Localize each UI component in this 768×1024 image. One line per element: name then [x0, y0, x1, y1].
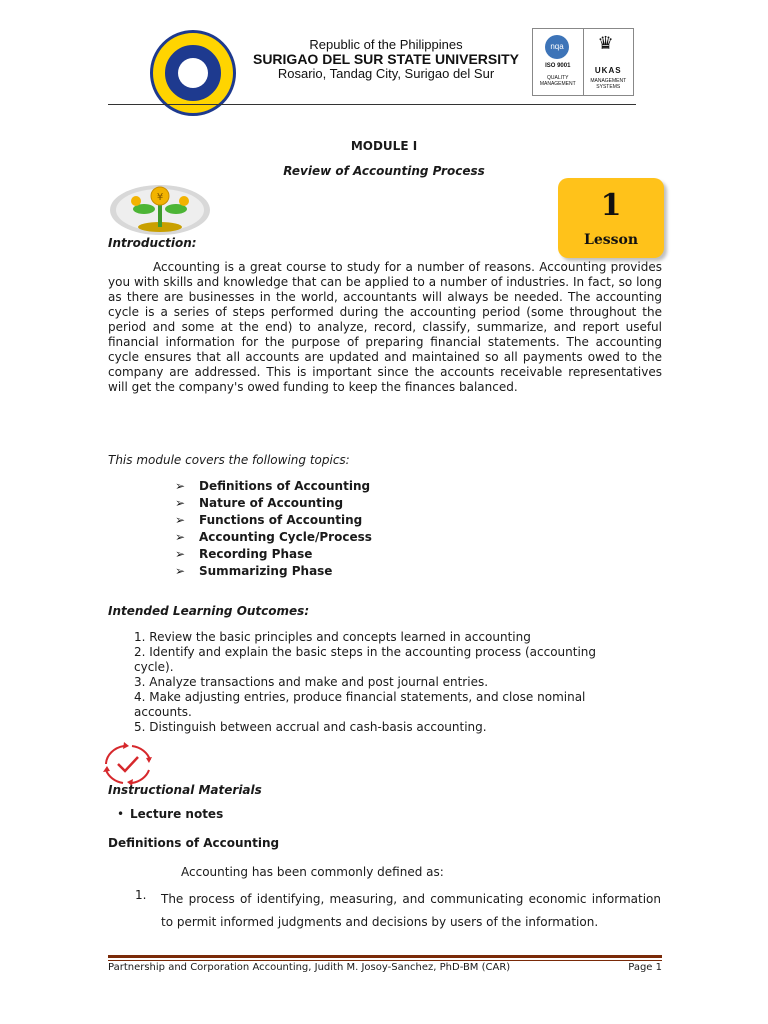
seal-inner-ring	[163, 43, 223, 103]
arrow-bullet-icon: ➢	[175, 513, 186, 527]
topic-label: Recording Phase	[199, 547, 313, 561]
nqa-logo-icon: nqa	[545, 35, 569, 59]
lesson-number: 1	[600, 188, 622, 223]
footer-rule-thick	[108, 955, 662, 958]
arrow-bullet-icon: ➢	[175, 547, 186, 561]
outcomes-heading: Intended Learning Outcomes:	[108, 604, 310, 618]
introduction-paragraph: Accounting is a great course to study for a number of reasons. Accounting provides you with skills and knowledge that can be applied to a number of industries. In fact, so long as there are businesses in the world, accountants will always be needed. The accounting cycle is a series of steps performed during the accounting period (some throughout the period and some at the end) to analyze, record, classify, summarize, and report useful financial information for the purpose of preparing financial statements. The accounting cycle ensures that all accounts are updated and maintained so all payments owed to the company are addressed. This is important since the accounts receivable representatives will get the company's owed funding to keep the finances balanced.	[108, 260, 662, 394]
header-university: SURIGAO DEL SUR STATE UNIVERSITY	[252, 51, 520, 67]
topic-label: Nature of Accounting	[199, 496, 344, 510]
footer-citation: Partnership and Corporation Accounting, Judith M. Josoy-Sanchez, PhD-BM (CAR)	[108, 962, 511, 973]
topics-intro: This module covers the following topics:	[108, 453, 350, 467]
coin-plant-illustration-icon	[108, 183, 212, 237]
certification-logos	[532, 28, 634, 96]
module-title: MODULE I	[350, 139, 418, 153]
ukas-label: UKAS	[594, 66, 622, 75]
topics-list	[175, 478, 372, 580]
iso-cert-logo	[533, 29, 584, 95]
module-subtitle: Review of Accounting Process	[283, 164, 485, 178]
list-item	[175, 495, 372, 512]
seal-emblem	[178, 58, 208, 88]
header-divider	[108, 104, 636, 105]
definition-number: 1.	[135, 888, 147, 902]
quality-management-label: QUALITY MANAGEMENT	[539, 75, 576, 87]
materials-heading: Instructional Materials	[108, 783, 262, 797]
lesson-badge	[558, 178, 664, 258]
list-item	[175, 512, 372, 529]
list-item	[175, 478, 372, 495]
list-item: 3. Analyze transactions and make and post journal entries.	[134, 675, 489, 689]
management-systems-label: MANAGEMENT SYSTEMS	[590, 78, 627, 90]
header-republic: Republic of the Philippines	[309, 37, 463, 52]
list-item	[175, 529, 372, 546]
definitions-intro: Accounting has been commonly defined as:	[181, 865, 444, 879]
list-item: 1. Review the basic principles and concepts learned in accounting	[134, 630, 531, 644]
crown-icon: ♛	[597, 33, 614, 54]
svg-text:¥: ¥	[156, 192, 164, 203]
topic-label: Functions of Accounting	[199, 513, 363, 527]
list-item: Lecture notes	[130, 807, 224, 821]
list-item	[175, 563, 372, 580]
topic-label: Definitions of Accounting	[199, 479, 371, 493]
arrow-bullet-icon: ➢	[175, 479, 186, 493]
bullet-dot-icon: •	[117, 807, 125, 821]
lesson-label: Lesson	[583, 232, 639, 248]
list-item: 4. Make adjusting entries, produce financial statements, and close nominal accounts.	[134, 690, 586, 719]
list-item	[175, 546, 372, 563]
arrow-bullet-icon: ➢	[175, 530, 186, 544]
definitions-heading: Definitions of Accounting	[108, 836, 280, 850]
iso-label: ISO 9001	[545, 63, 571, 69]
definition-text: The process of identifying, measuring, and communicating economic information to permit informed judgments and decisions by users of the information.	[161, 892, 661, 929]
topic-label: Summarizing Phase	[199, 564, 333, 578]
arrow-bullet-icon: ➢	[175, 564, 186, 578]
header-address: Rosario, Tandag City, Surigao del Sur	[277, 66, 495, 81]
list-item: 2. Identify and explain the basic steps in the accounting process (accounting cycle).	[134, 645, 597, 674]
footer-rule-thin	[108, 960, 662, 961]
page-number: Page 1	[628, 962, 662, 973]
checkmark-cycle-icon	[96, 740, 158, 788]
outcomes-list	[134, 630, 634, 735]
arrow-bullet-icon: ➢	[175, 496, 186, 510]
introduction-heading: Introduction:	[108, 236, 197, 250]
topic-label: Accounting Cycle/Process	[199, 530, 372, 544]
ukas-cert-logo	[584, 29, 634, 95]
list-item: 5. Distinguish between accrual and cash-basis accounting.	[134, 720, 487, 734]
